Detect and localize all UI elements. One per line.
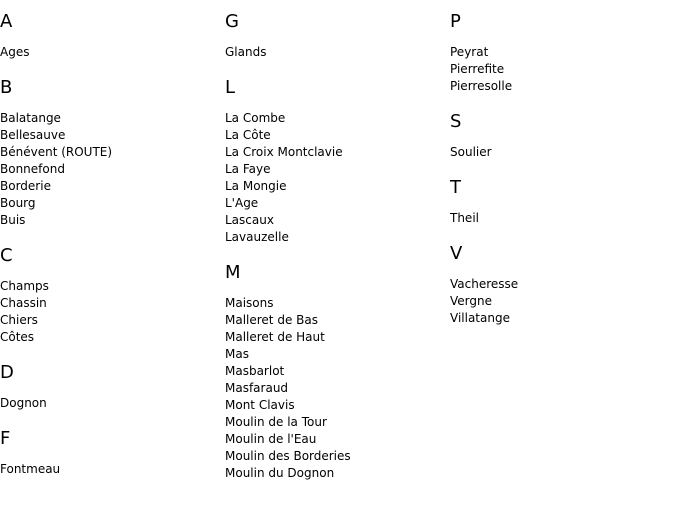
list-item: La Croix Montclavie — [225, 145, 343, 159]
letter-heading: A — [0, 11, 13, 32]
letter-heading: T — [450, 177, 461, 198]
name-list — [0, 461, 225, 478]
index-column-2 — [225, 0, 450, 482]
letter-group-l — [225, 77, 450, 246]
list-item: Dognon — [0, 396, 47, 410]
name-list — [225, 44, 450, 61]
list-item: Pierrefite — [450, 62, 505, 76]
letter-heading: M — [225, 262, 241, 283]
letter-heading: D — [0, 362, 14, 383]
name-list — [450, 276, 675, 327]
letter-group-c — [0, 245, 225, 346]
list-item: Vacheresse — [450, 277, 519, 291]
name-list — [0, 278, 225, 346]
list-item: Vergne — [450, 294, 492, 308]
list-item: Chassin — [0, 296, 47, 310]
list-item: Fontmeau — [0, 462, 61, 476]
list-item: Buis — [0, 213, 26, 227]
name-list — [0, 44, 225, 61]
letter-group-m — [225, 262, 450, 482]
list-item: La Combe — [225, 111, 286, 125]
letter-group-g — [225, 11, 450, 61]
index-column-3 — [450, 0, 675, 327]
name-list — [225, 295, 450, 482]
list-item: Moulin de la Tour — [225, 415, 327, 429]
list-item: La Côte — [225, 128, 271, 142]
list-item: Masfaraud — [225, 381, 289, 395]
list-item: Moulin des Borderies — [225, 449, 351, 463]
letter-heading: B — [0, 77, 13, 98]
list-item: L'Age — [225, 196, 259, 210]
name-list — [450, 210, 675, 227]
name-list — [0, 110, 225, 229]
list-item: Bellesauve — [0, 128, 66, 142]
letter-group-s — [450, 111, 675, 161]
list-item: Chiers — [0, 313, 38, 327]
name-list — [0, 395, 225, 412]
letter-heading: G — [225, 11, 239, 32]
list-item: La Faye — [225, 162, 271, 176]
letter-group-t — [450, 177, 675, 227]
list-item: Villatange — [450, 311, 510, 325]
list-item: Mont Clavis — [225, 398, 295, 412]
list-item: Soulier — [450, 145, 492, 159]
index-column-1 — [0, 0, 225, 478]
list-item: Moulin du Dognon — [225, 466, 335, 480]
list-item: La Mongie — [225, 179, 287, 193]
letter-group-d — [0, 362, 225, 412]
list-item: Maisons — [225, 296, 274, 310]
list-item: Theil — [450, 211, 479, 225]
list-item: Côtes — [0, 330, 35, 344]
name-list — [450, 144, 675, 161]
list-item: Peyrat — [450, 45, 489, 59]
name-list — [225, 110, 450, 246]
letter-group-v — [450, 243, 675, 327]
list-item: Ages — [0, 45, 30, 59]
letter-group-a — [0, 11, 225, 61]
letter-heading: L — [225, 77, 236, 98]
letter-heading: C — [0, 245, 13, 266]
name-list — [450, 44, 675, 95]
letter-group-p — [450, 11, 675, 95]
list-item: Bénévent (ROUTE) — [0, 145, 113, 159]
list-item: Champs — [0, 279, 49, 293]
list-item: Glands — [225, 45, 267, 59]
letter-heading: F — [0, 428, 11, 449]
letter-group-f — [0, 428, 225, 478]
list-item: Lascaux — [225, 213, 274, 227]
list-item: Bourg — [0, 196, 36, 210]
list-item: Mas — [225, 347, 249, 361]
letter-heading: P — [450, 11, 461, 32]
list-item: Moulin de l'Eau — [225, 432, 317, 446]
list-item: Balatange — [0, 111, 61, 125]
letter-group-b — [0, 77, 225, 229]
list-item: Malleret de Haut — [225, 330, 325, 344]
list-item: Bonnefond — [0, 162, 65, 176]
list-item: Borderie — [0, 179, 51, 193]
letter-heading: S — [450, 111, 462, 132]
list-item: Lavauzelle — [225, 230, 289, 244]
list-item: Pierresolle — [450, 79, 513, 93]
letter-heading: V — [450, 243, 463, 264]
list-item: Malleret de Bas — [225, 313, 318, 327]
list-item: Masbarlot — [225, 364, 285, 378]
